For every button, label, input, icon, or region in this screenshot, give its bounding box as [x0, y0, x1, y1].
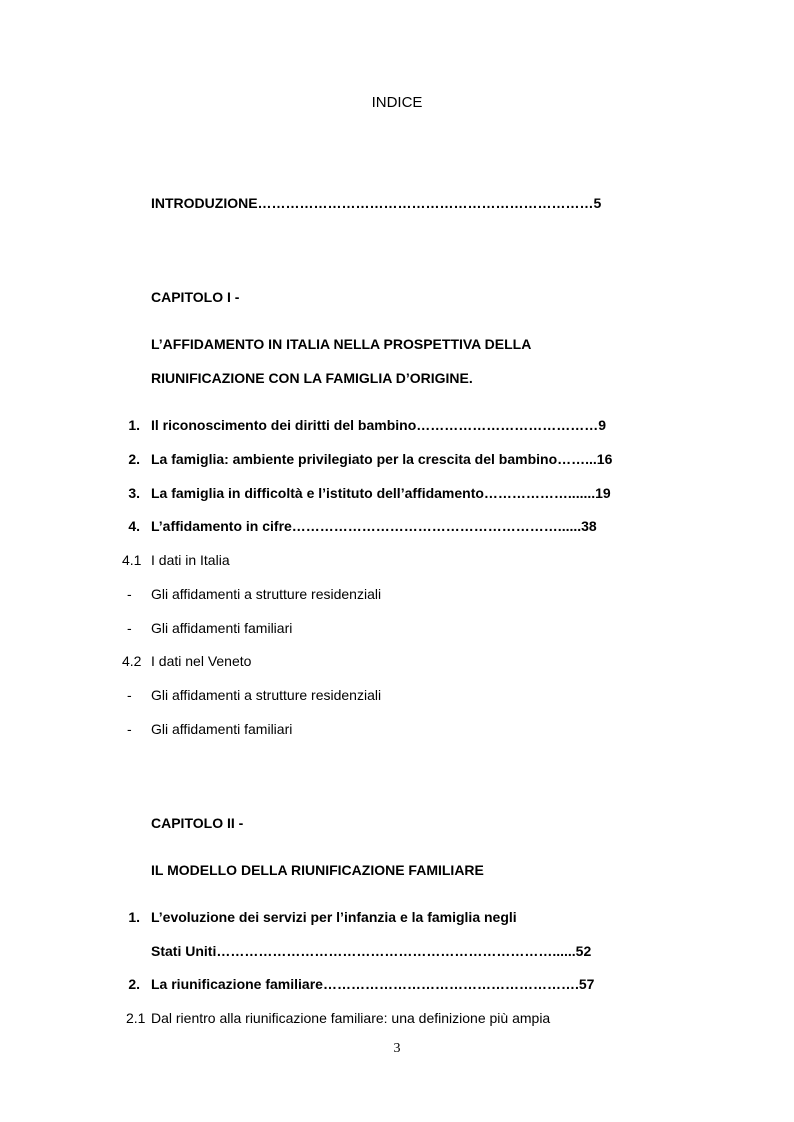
page-number: 3: [393, 1041, 401, 1056]
toc-subitem: Gli affidamenti a strutture residenziali: [151, 586, 382, 602]
toc-subitem: Gli affidamenti a strutture residenziali: [151, 687, 382, 703]
chapter1-title-line2: RIUNIFICAZIONE CON LA FAMIGLIA D’ORIGINE.: [151, 370, 473, 386]
chapter1-title-line1: L’AFFIDAMENTO IN ITALIA NELLA PROSPETTIVA DELLA: [151, 336, 532, 352]
toc-item-number: 3.: [128, 485, 140, 501]
chapter1-heading: CAPITOLO I -: [151, 289, 240, 305]
toc-subsection-number: 4.2: [122, 653, 142, 669]
list-bullet: -: [127, 586, 132, 602]
toc-subitem: Gli affidamenti familiari: [151, 721, 293, 737]
toc-subsection: I dati in Italia: [151, 552, 230, 568]
toc-item-number: 2.: [128, 451, 140, 467]
toc-item-number: 4.: [128, 518, 140, 534]
toc-item: La riunificazione familiare……………………………………………….57: [151, 976, 595, 992]
list-bullet: -: [127, 620, 132, 636]
toc-item-continuation: Stati Uniti………………………………………………………………......52: [151, 943, 592, 959]
toc-item-number: 1.: [128, 417, 140, 433]
toc-item: La famiglia in difficoltà e l’istituto dell’affidamento……………….......19: [151, 485, 611, 501]
list-bullet: -: [127, 721, 132, 737]
toc-item: La famiglia: ambiente privilegiato per la crescita del bambino……...16: [151, 451, 613, 467]
toc-item-number: 2.: [128, 976, 140, 992]
toc-item: L’affidamento in cifre…………………………………………………......38: [151, 518, 597, 534]
toc-subsection-number: 2.1: [126, 1010, 146, 1026]
toc-subsection: I dati nel Veneto: [151, 653, 252, 669]
list-bullet: -: [127, 687, 132, 703]
chapter2-title: IL MODELLO DELLA RIUNIFICAZIONE FAMILIARE: [151, 862, 484, 878]
toc-item-number: 1.: [128, 909, 140, 925]
chapter2-heading: CAPITOLO II -: [151, 815, 244, 831]
toc-subsection: Dal rientro alla riunificazione familiare: una definizione più ampia: [151, 1010, 551, 1026]
toc-introduction: INTRODUZIONE………………………………………………………………5: [151, 195, 602, 211]
toc-subsection-number: 4.1: [122, 552, 142, 568]
toc-subitem: Gli affidamenti familiari: [151, 620, 293, 636]
toc-item: L’evoluzione dei servizi per l’infanzia e la famiglia negli: [151, 909, 517, 925]
page-title: INDICE: [371, 94, 423, 111]
toc-item: Il riconoscimento dei diritti del bambino…………………………………9: [151, 417, 607, 433]
